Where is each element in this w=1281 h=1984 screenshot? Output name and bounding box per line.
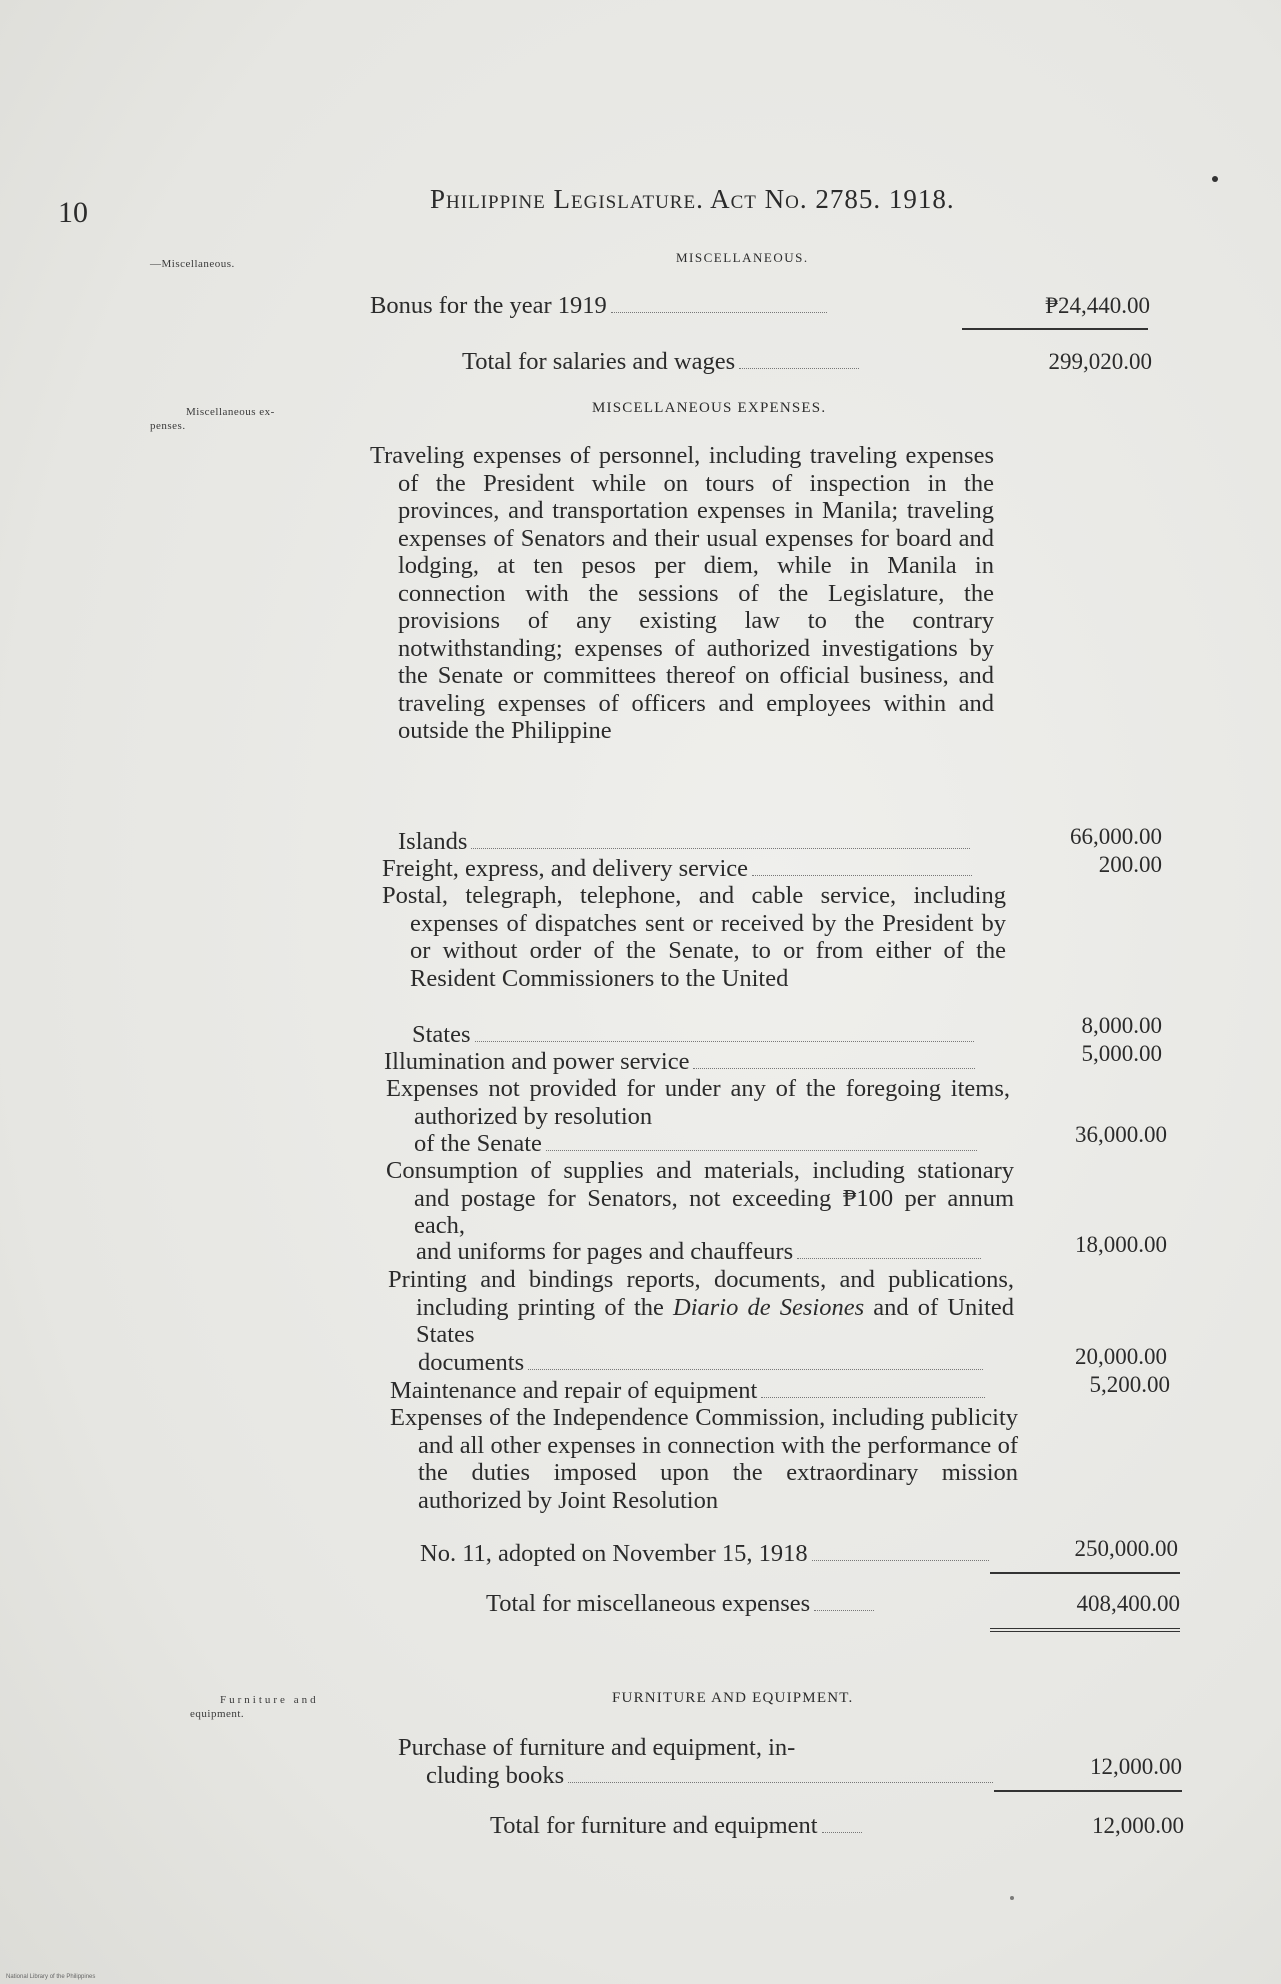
item-illumination [384,1048,978,1076]
total-furniture-row [490,1812,1184,1840]
dot-leader [822,1832,862,1833]
margin-note-furniture-1: Furniture and [220,1694,319,1706]
item-postal-amount: 8,000.00 [1081,1013,1162,1038]
subtotal-rule [994,1790,1182,1792]
total-misc-expenses-label: Total for miscellaneous expenses [486,1590,811,1617]
item-supplies-last [416,1238,984,1266]
item-printing-lastline: documents [418,1349,525,1376]
item-furniture-lastline: cluding books [426,1762,565,1789]
dot-leader [546,1150,977,1151]
item-not-provided-lastline: of the Senate [414,1130,542,1157]
heading-furniture: FURNITURE AND EQUIPMENT. [612,1690,854,1706]
dot-leader [761,1397,985,1398]
total-misc-expenses-row [486,1590,1180,1618]
bonus-row [370,292,1150,320]
total-furniture-amount: 12,000.00 [1092,1813,1184,1838]
item-not-provided-amount: 36,000.00 [1075,1122,1167,1147]
item-maintenance-label: Maintenance and repair of equipment [390,1377,758,1404]
item-printing-text [388,1266,1014,1349]
item-printing-text-a: Printing and bindings reports, documents, and publications, including printing of the [388,1266,1014,1321]
margin-note-misc-expenses-1: Miscellaneous ex- [186,406,275,418]
dot-leader [797,1258,981,1259]
item-traveling-amount: 66,000.00 [1070,824,1162,849]
item-independence-lastline: No. 11, adopted on November 15, 1918 [420,1540,808,1567]
item-freight-label: Freight, express, and delivery service [382,855,749,882]
item-maintenance-amount: 5,200.00 [1089,1372,1170,1397]
item-printing-text-b: and of United States [416,1293,1015,1348]
item-independence-amount: 250,000.00 [1074,1536,1178,1561]
total-salaries-row [462,348,1152,376]
heading-miscellaneous: MISCELLANEOUS. [676,250,809,265]
total-furniture-label: Total for furniture and equipment [490,1812,818,1839]
dot-leader [814,1610,874,1611]
margin-note-furniture-2: equipment. [190,1708,245,1720]
subtotal-rule [962,328,1148,330]
dot-leader [693,1068,975,1069]
item-printing-italic: Diario de Sesiones [673,1293,865,1321]
total-double-rule [990,1628,1180,1632]
subtotal-rule [990,1572,1180,1574]
dot-leader [475,1041,974,1042]
dot-leader [471,848,970,849]
margin-note-misc-expenses-2: penses. [150,420,186,432]
item-not-provided-last [414,1130,980,1158]
item-independence-text: Expenses of the Independence Commission, including publicity and all other expenses in connection with the performance of the duties imposed upon the extraordinary mission authorized by Joint Resolution [390,1404,1018,1514]
bonus-label: Bonus for the year 1919 [370,292,607,319]
dot-leader [752,875,972,876]
item-postal-last [412,1021,977,1049]
dot-leader [812,1560,989,1561]
item-freight [382,855,975,883]
item-not-provided-text: Expenses not provided for under any of the foregoing items, authorized by resolution [386,1075,1010,1130]
item-printing-amount: 20,000.00 [1075,1344,1167,1369]
item-furniture-text: Purchase of furniture and equipment, in- [398,1734,796,1761]
item-illumination-label: Illumination and power service [384,1048,690,1075]
item-illumination-amount: 5,000.00 [1081,1041,1162,1066]
item-furniture-last [426,1762,996,1790]
item-postal-lastline: States [412,1021,471,1048]
dot-leader [611,312,827,313]
item-postal-text: Postal, telegraph, telephone, and cable service, including expenses of dispatches sent or received by the President by or without order of the Senate, to or from either of the Resident Commissioners to the United [382,882,1006,992]
total-salaries-amount: 299,020.00 [1048,349,1152,374]
item-traveling-lastline: Islands [398,828,468,855]
total-misc-expenses-amount: 408,400.00 [1076,1591,1180,1616]
page-number: 10 [58,196,88,229]
item-furniture-amount: 12,000.00 [1090,1754,1182,1779]
item-traveling-text: Traveling expenses of personnel, including traveling expenses of the President while on tours of inspection in the provinces, and transportation expenses in Manila; traveling expenses of Senators and their usual expenses for board and lodging, at ten pesos per diem, while in Manila in connection with the sessions of the Legislature, the provisions of any existing law to the contrary notwithstanding; expenses of authorized investigations by the Senate or committees thereof on official business, and traveling expenses of officers and employees within and outside the Philippine [370,442,994,744]
item-traveling-last [398,828,973,856]
item-freight-amount: 200.00 [1098,852,1162,877]
scan-speck [1212,176,1218,182]
heading-misc-expenses: MISCELLANEOUS EXPENSES. [592,400,827,416]
margin-note-miscellaneous: —Miscellaneous. [150,258,235,270]
bonus-amount: ₱24,440.00 [1045,293,1150,318]
item-supplies-lastline: and uniforms for pages and chauffeurs [416,1238,794,1265]
item-maintenance [390,1377,988,1405]
dot-leader [568,1782,993,1783]
item-printing-last [418,1349,986,1377]
dot-leader [528,1369,983,1370]
total-salaries-label: Total for salaries and wages [462,348,736,375]
running-head: Philippine Legislature. Act No. 2785. 1918. [430,184,955,214]
footer-mark: National Library of the Philippines [6,1974,96,1980]
dot-leader [739,368,859,369]
item-independence-last [420,1540,992,1568]
item-supplies-text: Consumption of supplies and materials, including stationary and postage for Senators, not exceeding ₱100 per annum each, [386,1157,1014,1239]
item-supplies-amount: 18,000.00 [1075,1232,1167,1257]
scan-speck [1010,1896,1014,1900]
